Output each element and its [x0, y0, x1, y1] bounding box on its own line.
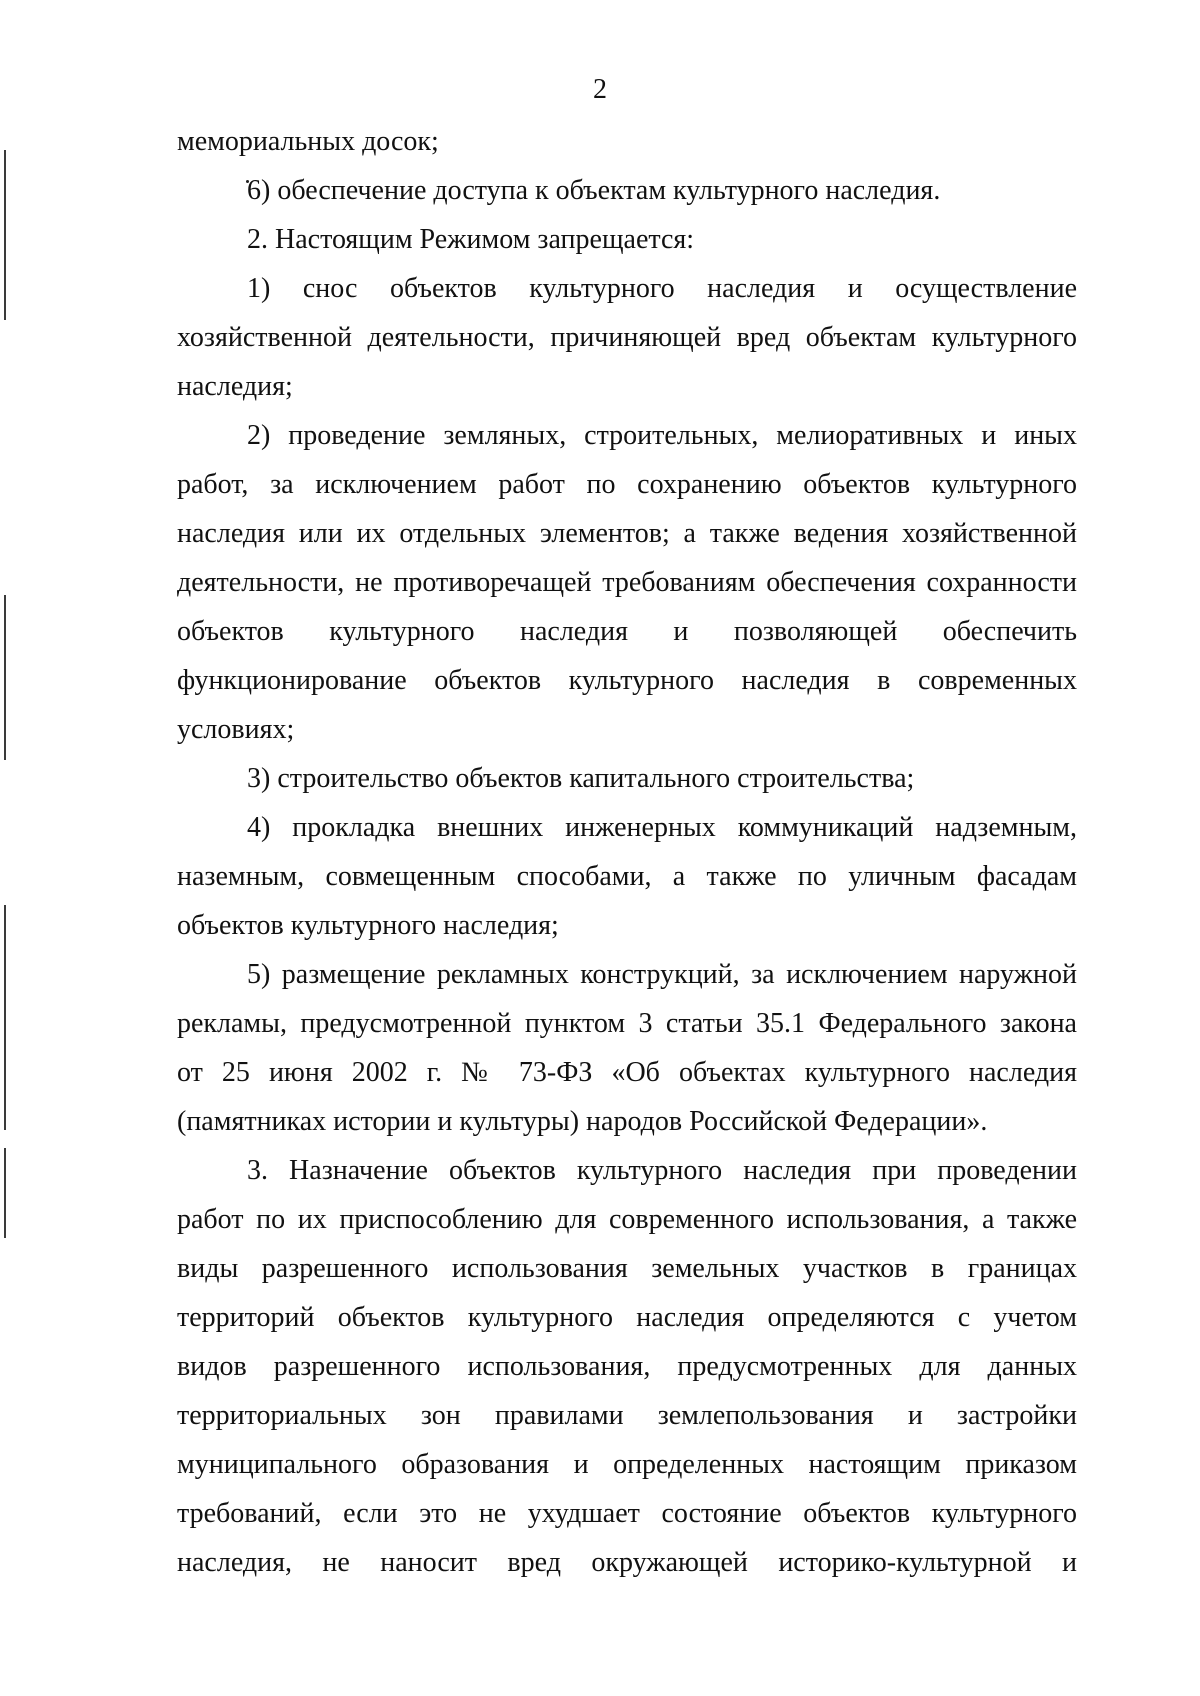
text-line: наследия; — [177, 371, 293, 402]
text-line: 3. Назначение объектов культурного наследия при проведении — [247, 1155, 1077, 1186]
text-line: рекламы, предусмотренной пунктом 3 статьи 35.1 Федерального закона — [177, 1008, 1077, 1039]
text-line: наземным, совмещенным способами, а также по уличным фасадам — [177, 861, 1077, 892]
text-line: требований, если это не ухудшает состояние объектов культурного — [177, 1498, 1077, 1529]
text-line: от 25 июня 2002 г. № 73-ФЗ «Об объектах культурного наследия — [177, 1057, 1077, 1088]
text-line: наследия, не наносит вред окружающей историко-культурной и — [177, 1547, 1077, 1578]
text-line: условиях; — [177, 714, 295, 745]
text-line: функционирование объектов культурного наследия в современных — [177, 665, 1077, 696]
text-line: хозяйственной деятельности, причиняющей вред объектам культурного — [177, 322, 1077, 353]
document-body — [177, 117, 1077, 1587]
margin-mark — [4, 150, 6, 320]
text-line: работ, за исключением работ по сохранению объектов культурного — [177, 469, 1077, 500]
text-line: работ по их приспособлению для современного использования, а также — [177, 1204, 1077, 1235]
text-line: объектов культурного наследия и позволяющей обеспечить — [177, 616, 1077, 647]
text-line: территориальных зон правилами землепользования и застройки — [177, 1400, 1077, 1431]
text-line: 5) размещение рекламных конструкций, за исключением наружной — [247, 959, 1077, 990]
text-line: виды разрешенного использования земельных участков в границах — [177, 1253, 1077, 1284]
margin-mark — [4, 1148, 6, 1238]
text-line: наследия или их отдельных элементов; а также ведения хозяйственной — [177, 518, 1077, 549]
text-line: 3) строительство объектов капитального строительства; — [247, 763, 915, 794]
text-line: 1) снос объектов культурного наследия и осуществление — [247, 273, 1077, 304]
text-line: территорий объектов культурного наследия определяются с учетом — [177, 1302, 1077, 1333]
margin-mark — [4, 905, 6, 1130]
text-line: муниципального образования и определенных настоящим приказом — [177, 1449, 1077, 1480]
text-line: 6) обеспечение доступа к объектам культурного наследия. — [247, 175, 941, 206]
page-number: 2 — [593, 74, 607, 105]
text-line: (памятниках истории и культуры) народов Российской Федерации». — [177, 1106, 988, 1137]
text-line: 2. Настоящим Режимом запрещается: — [247, 224, 695, 255]
text-line: мемориальных досок; — [177, 126, 439, 157]
text-line: видов разрешенного использования, предусмотренных для данных — [177, 1351, 1077, 1382]
text-line: деятельности, не противоречащей требованиям обеспечения сохранности — [177, 567, 1077, 598]
margin-mark — [4, 595, 6, 760]
text-line: объектов культурного наследия; — [177, 910, 559, 941]
text-line: 2) проведение земляных, строительных, мелиоративных и иных — [247, 420, 1077, 451]
text-line: 4) прокладка внешних инженерных коммуникаций надземным, — [247, 812, 1077, 843]
